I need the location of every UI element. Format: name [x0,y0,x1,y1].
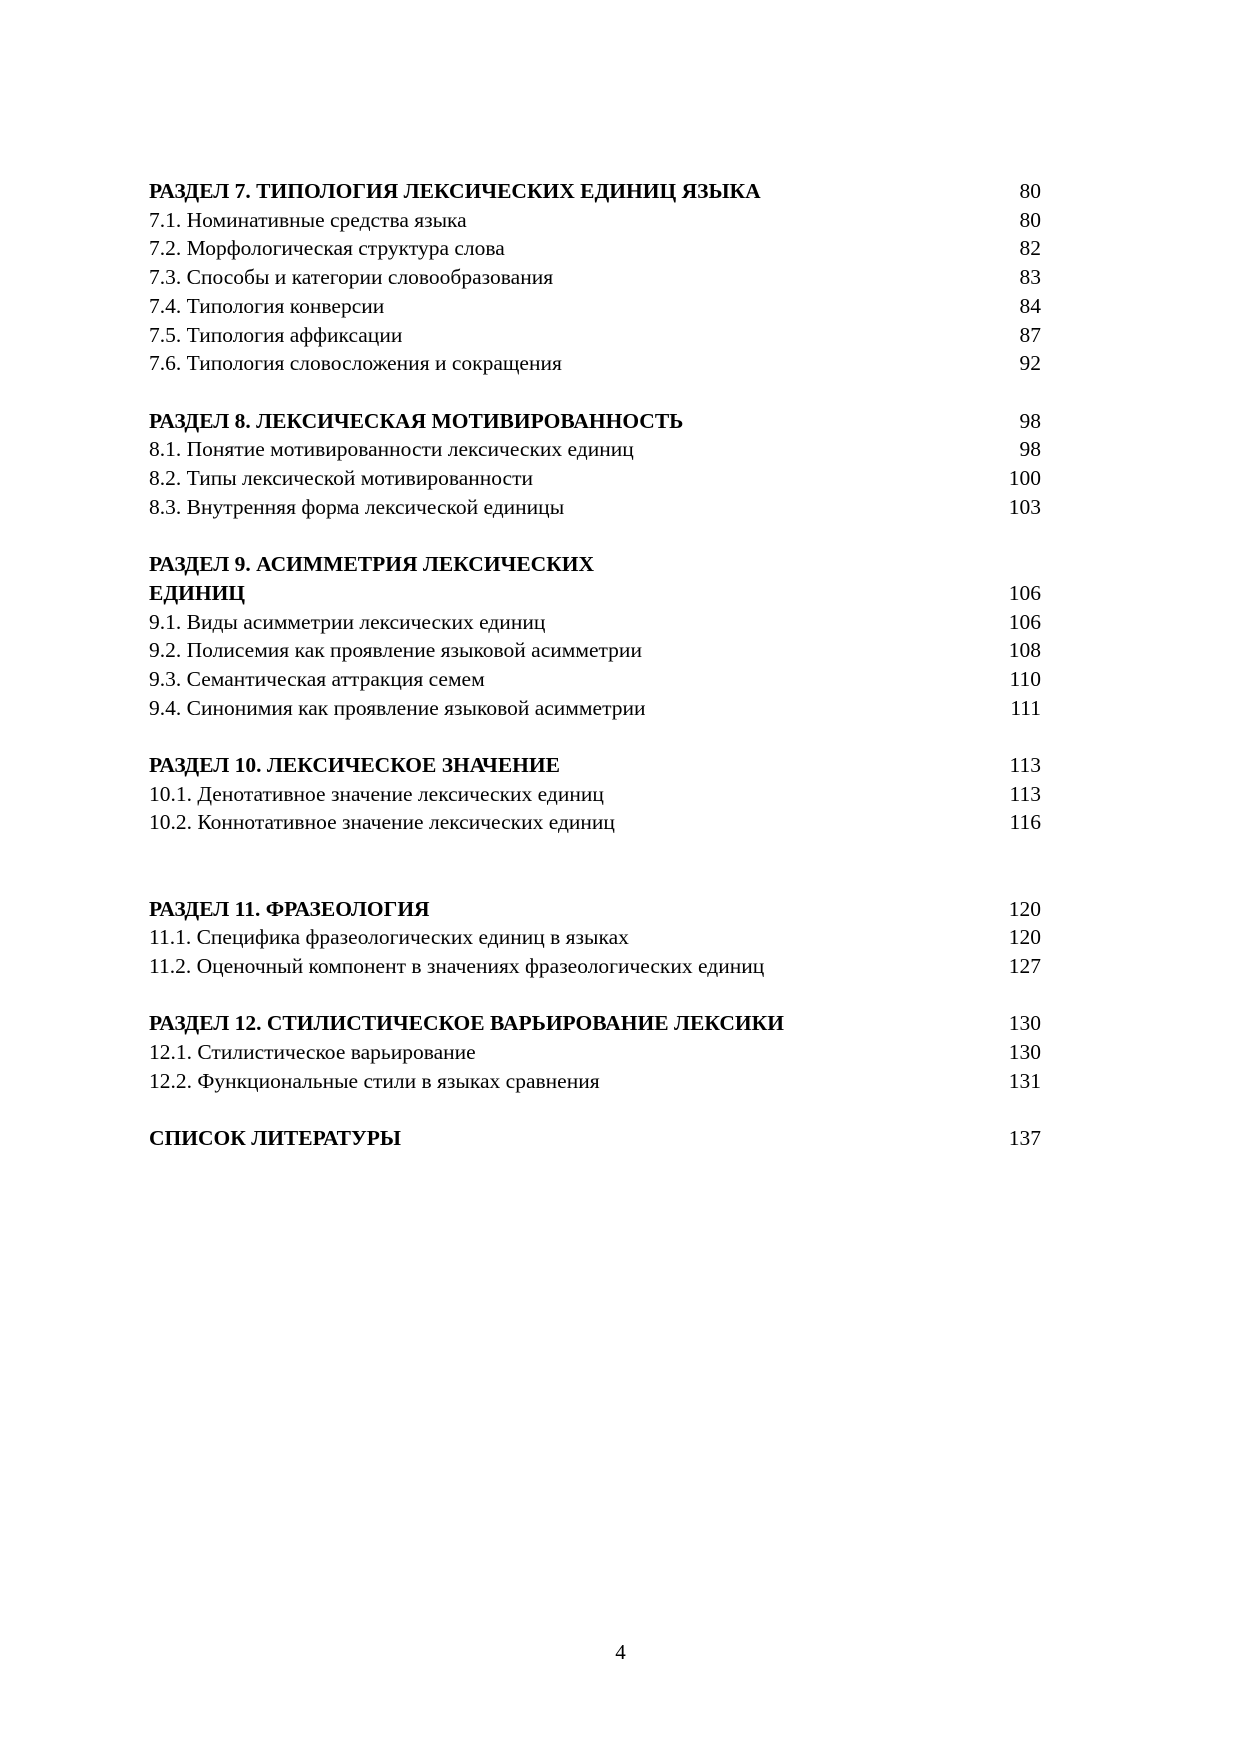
toc-page-number: 120 [1008,896,1041,921]
toc-item-title: 9.1. Виды асимметрии лексических единиц [149,609,546,634]
toc-page-number: 120 [1008,925,1041,950]
toc-page-number: 106 [1008,580,1041,605]
toc-item-title: 12.2. Функциональные стили в языках сравнения [149,1068,600,1093]
toc-item [149,263,1041,292]
toc-item-title: 9.4. Синонимия как проявление языковой асимметрии [149,695,646,720]
toc-heading-title: РАЗДЕЛ 8. ЛЕКСИЧЕСКАЯ МОТИВИРОВАННОСТЬ [149,408,684,433]
toc-page-number: 130 [1008,1040,1041,1065]
toc-page-number: 80 [1019,179,1041,203]
toc-page-number: 82 [1019,236,1041,261]
toc-item [149,636,1041,665]
toc-item [149,923,1041,952]
toc-item-title: 8.2. Типы лексической мотивированности [149,466,533,491]
toc-heading-title: СПИСОК ЛИТЕРАТУРЫ [149,1126,401,1151]
toc-item [149,234,1041,263]
toc-page-number: 116 [1009,810,1041,835]
toc-item [149,464,1041,493]
toc-heading-title: РАЗДЕЛ 7. ТИПОЛОГИЯ ЛЕКСИЧЕСКИХ ЕДИНИЦ ЯЗЫКА [149,179,761,203]
toc-item-title: 12.1. Стилистическое варьирование [149,1040,476,1065]
toc-section-7 [149,177,1041,378]
toc-heading-title: РАЗДЕЛ 11. ФРАЗЕОЛОГИЯ [149,896,430,921]
toc-heading [149,1124,1041,1153]
toc-item [149,349,1041,378]
toc-item-title: 9.3. Семантическая аттракция семем [149,666,485,691]
toc-section-12 [149,1009,1041,1095]
toc-item [149,292,1041,321]
toc-heading [149,751,1041,780]
toc-page-number: 108 [1008,638,1041,663]
toc-page-number: 84 [1019,293,1041,318]
toc-heading [149,579,1041,608]
toc-page-number: 127 [1008,953,1041,978]
toc-heading-title: РАЗДЕЛ 12. СТИЛИСТИЧЕСКОЕ ВАРЬИРОВАНИЕ ЛЕКСИКИ [149,1011,784,1036]
toc-page-number: 113 [1009,753,1041,778]
toc-item [149,1038,1041,1067]
toc-item [149,808,1041,837]
toc-item-title: 7.1. Номинативные средства языка [149,207,467,232]
toc-heading [149,407,1041,436]
toc-item-title: 7.6. Типология словосложения и сокращения [149,351,562,376]
toc-item [149,608,1041,637]
toc-item [149,435,1041,464]
toc-section-8 [149,407,1041,522]
toc-item-title: 10.1. Денотативное значение лексических единиц [149,781,604,806]
toc-page-number: 110 [1009,666,1041,691]
toc-heading [149,177,1041,206]
toc-section-10 [149,751,1041,837]
toc-page-number: 98 [1019,437,1041,462]
page-number: 4 [615,1640,626,1664]
toc-item-title: 7.5. Типология аффиксации [149,322,403,347]
toc-page-number: 98 [1019,408,1041,433]
toc-item [149,1067,1041,1096]
toc-item [149,206,1041,235]
toc-item-title: 7.4. Типология конверсии [149,293,385,318]
toc-item-title: 7.2. Морфологическая структура слова [149,236,505,261]
toc-item [149,493,1041,522]
toc-heading [149,895,1041,924]
toc-page-number: 83 [1019,265,1041,290]
toc-section-bibliography [149,1124,1041,1153]
toc-page-number: 80 [1019,207,1041,232]
toc-item-title: 11.2. Оценочный компонент в значениях фразеологических единиц [149,953,765,978]
toc-page-number: 131 [1008,1068,1041,1093]
toc-page-number: 103 [1008,494,1041,519]
toc-item-title: 9.2. Полисемия как проявление языковой асимметрии [149,638,642,663]
toc-item [149,321,1041,350]
toc-page-number: 113 [1009,781,1041,806]
toc-page-number: 130 [1008,1011,1041,1036]
toc-item-title: 11.1. Специфика фразеологических единиц в языках [149,925,629,950]
toc-item [149,780,1041,809]
toc-page-number: 106 [1008,609,1041,634]
toc-heading-title: ЕДИНИЦ [149,580,246,605]
toc-heading-first-line: РАЗДЕЛ 9. АСИММЕТРИЯ ЛЕКСИЧЕСКИХ [149,552,595,577]
table-of-contents [149,177,1041,1182]
toc-heading [149,1009,1041,1038]
toc-item-title: 10.2. Коннотативное значение лексических единиц [149,810,615,835]
toc-page-number: 137 [1008,1126,1041,1151]
toc-heading-title: РАЗДЕЛ 10. ЛЕКСИЧЕСКОЕ ЗНАЧЕНИЕ [149,753,560,778]
toc-page-number: 87 [1019,322,1041,347]
toc-item-title: 7.3. Способы и категории словообразования [149,265,554,290]
toc-page-number: 111 [1010,695,1041,720]
toc-item-title: 8.3. Внутренняя форма лексической единицы [149,494,565,519]
toc-item [149,694,1041,723]
toc-page-number: 100 [1008,466,1041,491]
toc-page-number: 92 [1019,351,1041,376]
toc-item-title: 8.1. Понятие мотивированности лексических единиц [149,437,634,462]
toc-item [149,665,1041,694]
toc-item [149,952,1041,981]
toc-section-11 [149,895,1041,981]
toc-section-9 [149,550,1041,722]
